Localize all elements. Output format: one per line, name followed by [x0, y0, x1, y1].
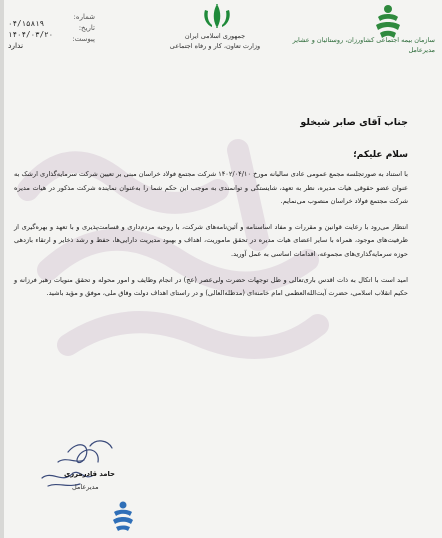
letter-number: ۰۴/۱۵۸۱۹ — [8, 19, 45, 28]
paragraph-appointment: با استناد به صورتجلسه مجمع عمومی عادی سالیانه مورخ ۱۴۰۲/۰۴/۱۰ شرکت مجتمع فولاد خراسان مبنی بر تعیین شرکت سرمایه‌گذاری ارشک به عنوان عضو حقوقی هیات مدیره، نظر به تعهد، شایستگی و توانمندی به موجب این حکم شما را به‌عنوان نماینده شرکت مذکور در هیات مدیره شرکت مجتمع فولاد خراسان منصوب می‌نمایم. — [14, 170, 408, 206]
number-label: شماره: — [73, 13, 95, 21]
organization-line: سازمان بیمه اجتماعی کشاورزان، روستائیان و عشایر — [292, 36, 435, 44]
greeting: سلام علیکم؛ — [353, 150, 408, 160]
scan-edge — [0, 0, 4, 538]
date-label: تاریخ: — [78, 24, 95, 32]
ministry-line: وزارت تعاون، کار و رفاه اجتماعی — [169, 41, 261, 50]
reference-values — [8, 18, 58, 51]
signer-name: حامد قادرمرزی — [64, 470, 115, 478]
paragraph-closing: امید است با اتکال به ذات اقدس باری‌تعالی و ظل توجهات حضرت ولی‌عصر (عج) در انجام وظایف و امور محوله و تحقق منویات رهبر فرزانه و حکیم انقلاب اسلامی، حضرت آیت‌الله‌العظمی امام خامنه‌ای (مدظله‌العالی) و در راستای اهداف دولت وفاق ملی، موفق و مؤید باشید. — [14, 275, 408, 298]
paragraph-expectations: انتظار می‌رود با رعایت قوانین و مقررات و مفاد اساسنامه و آئین‌نامه‌های شرکت، با روحیه مردم‌داری و قسامت‌پذیری و با تعهد و بهره‌گیری از ظرفیت‌های موجود، همراه با سایر اعضای هیات مدیره در تحقق ماموریت، اهداف و بهبود مدیریت دارایی‌ها، حفظ و رشد ذخایر و ارتقاء بازدهی حوزه سرمایه‌گذاری‌های مجموعه، اقدامات اساسی به عمل آورید. — [14, 222, 408, 258]
letter-date: ۱۴۰۴/۰۳/۲۰ — [8, 30, 54, 39]
recipient: جناب آقای صابر شیخلو — [300, 117, 408, 128]
letter-attachment: ندارد — [8, 41, 24, 50]
attachment-label: پیوست: — [72, 35, 95, 43]
ministry-title — [155, 32, 275, 52]
organization-name — [292, 36, 435, 56]
letter-body — [14, 168, 408, 313]
republic-line: جمهوری اسلامی ایران — [184, 32, 246, 40]
iran-emblem-icon — [199, 4, 235, 30]
organization-role: مدیرعامل — [408, 45, 435, 54]
footer-logo-icon — [110, 500, 136, 532]
signer-title: مدیرعامل — [72, 483, 99, 491]
